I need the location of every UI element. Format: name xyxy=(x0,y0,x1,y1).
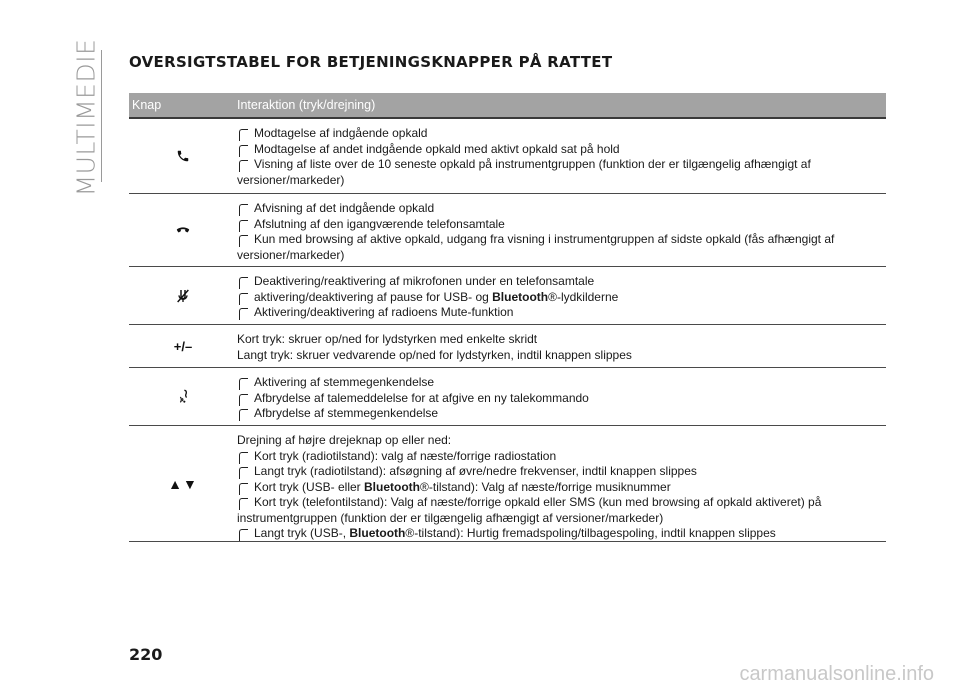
list-item-continuation: versioner/markeder) xyxy=(237,247,345,262)
side-divider xyxy=(101,50,102,182)
watermark: carmanualsonline.info xyxy=(739,663,934,685)
table-row xyxy=(129,368,886,426)
bullet-icon xyxy=(239,394,248,402)
header-interaktion: Interaktion (tryk/drejning) xyxy=(237,98,376,112)
bullet-icon xyxy=(239,277,248,285)
list-item: Kort tryk (telefontilstand): Valg af næste/forrige opkald eller SMS (kun med browsing af opkald aktiveret) på xyxy=(237,495,886,511)
bullet-icon xyxy=(239,467,248,475)
list-item: Drejning af højre drejeknap op eller ned: xyxy=(237,433,452,447)
row-text xyxy=(237,368,886,425)
bullet-icon xyxy=(239,204,248,212)
row-text xyxy=(237,119,886,193)
row-text xyxy=(237,426,886,541)
list-item: Langt tryk (USB-, Bluetooth®-tilstand): Hurtig fremadspoling/tilbagespoling, indtil knappen slippes xyxy=(237,526,886,542)
list-item: Afvisning af det indgående opkald xyxy=(237,201,886,217)
page-title: OVERSIGTSTABEL FOR BETJENINGSKNAPPER PÅ RATTET xyxy=(129,53,613,71)
bullet-icon xyxy=(239,409,248,417)
icon-cell xyxy=(129,119,237,193)
bullet-icon xyxy=(239,308,248,316)
up-down-arrows-icon: ▲▼ xyxy=(168,475,198,492)
icon-cell xyxy=(129,194,237,266)
list-item: Kort tryk (USB- eller Bluetooth®-tilstand): Valg af næste/forrige musiknummer xyxy=(237,480,886,496)
section-side-label: MULTIMEDIE xyxy=(71,38,101,196)
list-item: Kort tryk (radiotilstand): valg af næste/forrige radiostation xyxy=(237,449,886,465)
bullet-icon xyxy=(239,293,248,301)
bullet-icon xyxy=(239,498,248,506)
list-item: Modtagelse af indgående opkald xyxy=(237,126,886,142)
icon-cell xyxy=(129,426,237,541)
list-item: Visning af liste over de 10 seneste opkald på instrumentgruppen (funktion der er tilgængelig afhængigt af xyxy=(237,157,886,173)
table-row xyxy=(129,194,886,267)
list-item: Afslutning af den igangværende telefonsamtale xyxy=(237,217,886,233)
bullet-icon xyxy=(239,529,248,537)
bullet-icon xyxy=(239,378,248,386)
table-row xyxy=(129,426,886,542)
list-item-continuation: versioner/markeder) xyxy=(237,172,345,187)
header-knap: Knap xyxy=(132,98,162,112)
list-item: Kun med browsing af aktive opkald, udgang fra visning i instrumentgruppen af sidste opkald (fås afhængigt af xyxy=(237,232,886,248)
phone-hangup-icon xyxy=(175,225,191,235)
list-item: Modtagelse af andet indgående opkald med aktivt opkald sat på hold xyxy=(237,142,886,158)
voice-command-icon xyxy=(175,388,191,406)
list-item-continuation: instrumentgruppen (funktion der er tilgængelig afhængigt af versioner/markeder) xyxy=(237,510,664,525)
table-row xyxy=(129,119,886,194)
bullet-icon xyxy=(239,452,248,460)
bullet-icon xyxy=(239,160,248,168)
mute-icon xyxy=(175,288,191,304)
table-row xyxy=(129,325,886,368)
volume-plus-minus-icon: +/– xyxy=(173,338,193,354)
row-text xyxy=(237,325,886,367)
list-item: Aktivering af stemmegenkendelse xyxy=(237,375,886,391)
bullet-icon xyxy=(239,483,248,491)
table-header xyxy=(129,93,886,117)
controls-table xyxy=(129,93,886,542)
list-item: Langt tryk (radiotilstand): afsøgning af øvre/nedre frekvenser, indtil knappen slippes xyxy=(237,464,886,480)
row-text xyxy=(237,194,886,266)
icon-cell xyxy=(129,368,237,425)
list-item: Aktivering/deaktivering af radioens Mute-funktion xyxy=(237,305,886,321)
phone-answer-icon xyxy=(176,149,190,163)
table-row xyxy=(129,267,886,325)
row-text xyxy=(237,267,886,324)
bullet-icon xyxy=(239,220,248,228)
bullet-icon xyxy=(239,145,248,153)
icon-cell xyxy=(129,325,237,367)
bullet-icon xyxy=(239,235,248,243)
page-number: 220 xyxy=(129,645,163,664)
list-item: aktivering/deaktivering af pause for USB- og Bluetooth®-lydkilderne xyxy=(237,290,886,306)
icon-cell xyxy=(129,267,237,324)
list-item: Kort tryk: skruer op/ned for lydstyrken med enkelte skridt xyxy=(237,332,538,346)
list-item: Afbrydelse af talemeddelelse for at afgive en ny talekommando xyxy=(237,391,886,407)
list-item: Deaktivering/reaktivering af mikrofonen under en telefonsamtale xyxy=(237,274,886,290)
list-item: Langt tryk: skruer vedvarende op/ned for lydstyrken, indtil knappen slippes xyxy=(237,347,632,362)
list-item: Afbrydelse af stemmegenkendelse xyxy=(237,406,886,422)
bullet-icon xyxy=(239,129,248,137)
